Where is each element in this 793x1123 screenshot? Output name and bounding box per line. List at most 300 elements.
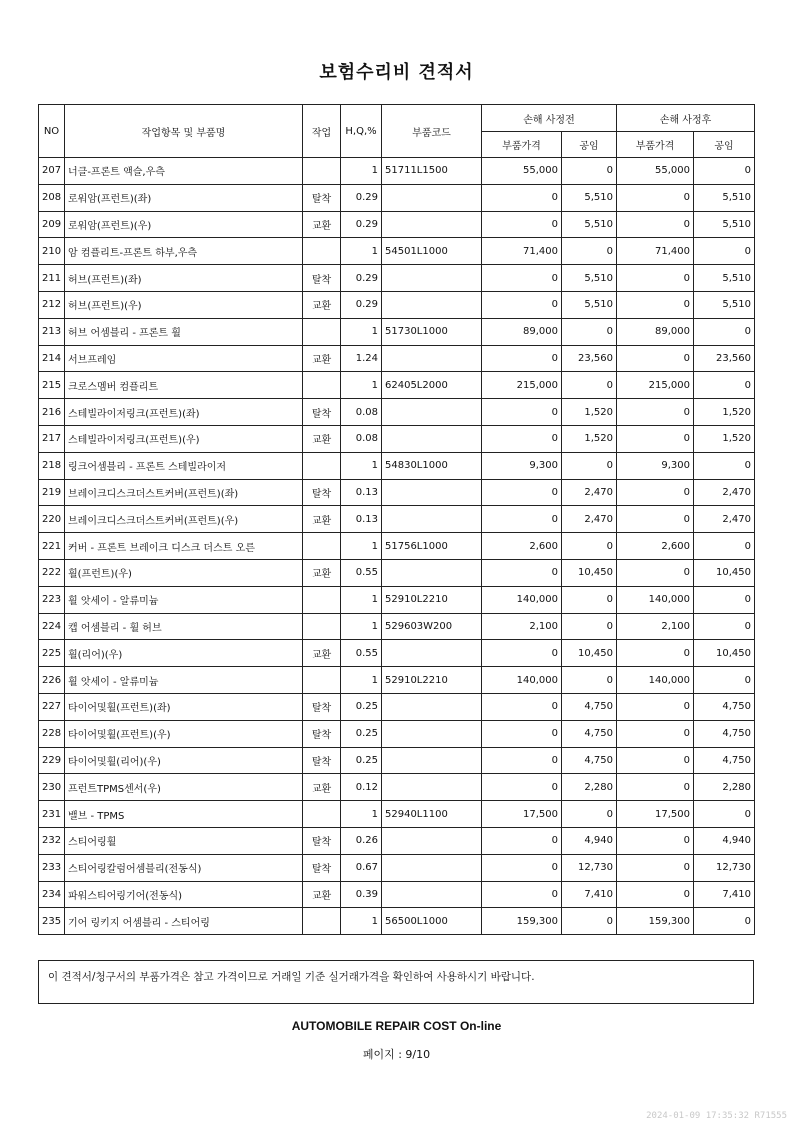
row-item-name: 타이어및휠(프런트)(좌) bbox=[65, 693, 303, 720]
row-before-part-price: 0 bbox=[482, 425, 562, 452]
table-row bbox=[39, 827, 755, 854]
row-after-part-price: 0 bbox=[617, 747, 694, 774]
row-before-labor: 1,520 bbox=[562, 425, 617, 452]
row-work bbox=[303, 372, 341, 399]
row-item-name: 암 컴플리트-프론트 하부,우측 bbox=[65, 238, 303, 265]
row-after-part-price: 0 bbox=[617, 559, 694, 586]
row-before-labor: 2,280 bbox=[562, 774, 617, 801]
row-before-labor: 4,940 bbox=[562, 827, 617, 854]
row-after-part-price: 0 bbox=[617, 506, 694, 533]
row-before-part-price: 0 bbox=[482, 559, 562, 586]
row-work: 탈착 bbox=[303, 479, 341, 506]
row-no: 234 bbox=[39, 881, 65, 908]
row-hq: 0.29 bbox=[341, 184, 382, 211]
row-work: 탈착 bbox=[303, 747, 341, 774]
table-row bbox=[39, 506, 755, 533]
row-work: 교환 bbox=[303, 425, 341, 452]
row-hq: 1 bbox=[341, 613, 382, 640]
row-hq: 0.08 bbox=[341, 425, 382, 452]
row-after-labor: 5,510 bbox=[694, 265, 755, 292]
row-after-labor: 0 bbox=[694, 238, 755, 265]
row-no: 228 bbox=[39, 720, 65, 747]
row-before-part-price: 2,600 bbox=[482, 533, 562, 560]
row-after-labor: 10,450 bbox=[694, 640, 755, 667]
row-work bbox=[303, 158, 341, 185]
row-work: 탈착 bbox=[303, 854, 341, 881]
row-before-labor: 4,750 bbox=[562, 693, 617, 720]
row-item-name: 캡 어셈블리 - 휠 허브 bbox=[65, 613, 303, 640]
row-before-part-price: 0 bbox=[482, 506, 562, 533]
row-before-labor: 2,470 bbox=[562, 506, 617, 533]
row-item-name: 휠(리어)(우) bbox=[65, 640, 303, 667]
row-item-name: 로워암(프런트)(좌) bbox=[65, 184, 303, 211]
row-before-part-price: 71,400 bbox=[482, 238, 562, 265]
row-no: 233 bbox=[39, 854, 65, 881]
header-item: 작업항목 및 부품명 bbox=[65, 105, 303, 158]
row-no: 213 bbox=[39, 318, 65, 345]
row-before-labor: 0 bbox=[562, 318, 617, 345]
table-row bbox=[39, 774, 755, 801]
row-before-part-price: 0 bbox=[482, 211, 562, 238]
row-after-part-price: 0 bbox=[617, 345, 694, 372]
row-after-part-price: 55,000 bbox=[617, 158, 694, 185]
row-part-code: 54501L1000 bbox=[382, 238, 482, 265]
row-part-code bbox=[382, 265, 482, 292]
row-after-part-price: 2,600 bbox=[617, 533, 694, 560]
row-after-labor: 12,730 bbox=[694, 854, 755, 881]
row-after-part-price: 215,000 bbox=[617, 372, 694, 399]
row-before-part-price: 0 bbox=[482, 747, 562, 774]
table-row bbox=[39, 747, 755, 774]
row-work: 탈착 bbox=[303, 265, 341, 292]
row-hq: 1 bbox=[341, 667, 382, 694]
row-item-name: 스테빌라이저링크(프런트)(우) bbox=[65, 425, 303, 452]
row-work bbox=[303, 318, 341, 345]
row-before-part-price: 0 bbox=[482, 693, 562, 720]
row-hq: 1 bbox=[341, 533, 382, 560]
row-no: 230 bbox=[39, 774, 65, 801]
table-row bbox=[39, 425, 755, 452]
row-no: 231 bbox=[39, 801, 65, 828]
row-item-name: 기어 링키지 어셈블리 - 스티어링 bbox=[65, 908, 303, 935]
row-work bbox=[303, 667, 341, 694]
row-item-name: 허브 어셈블리 - 프론트 휠 bbox=[65, 318, 303, 345]
table-row bbox=[39, 559, 755, 586]
row-before-labor: 0 bbox=[562, 533, 617, 560]
row-item-name: 프런트TPMS센서(우) bbox=[65, 774, 303, 801]
row-part-code bbox=[382, 640, 482, 667]
table-row bbox=[39, 399, 755, 426]
row-no: 209 bbox=[39, 211, 65, 238]
row-hq: 0.26 bbox=[341, 827, 382, 854]
row-after-part-price: 140,000 bbox=[617, 586, 694, 613]
row-after-part-price: 0 bbox=[617, 720, 694, 747]
row-part-code bbox=[382, 559, 482, 586]
row-hq: 1 bbox=[341, 586, 382, 613]
row-hq: 1.24 bbox=[341, 345, 382, 372]
row-before-part-price: 17,500 bbox=[482, 801, 562, 828]
row-after-labor: 4,750 bbox=[694, 693, 755, 720]
row-after-part-price: 0 bbox=[617, 399, 694, 426]
row-after-labor: 2,470 bbox=[694, 506, 755, 533]
row-hq: 1 bbox=[341, 238, 382, 265]
table-row bbox=[39, 854, 755, 881]
table-row bbox=[39, 640, 755, 667]
row-before-labor: 0 bbox=[562, 586, 617, 613]
row-item-name: 브레이크디스크더스트커버(프런트)(좌) bbox=[65, 479, 303, 506]
row-work bbox=[303, 452, 341, 479]
row-item-name: 링크어셈블리 - 프론트 스테빌라이저 bbox=[65, 452, 303, 479]
row-work: 교환 bbox=[303, 506, 341, 533]
row-part-code bbox=[382, 399, 482, 426]
row-after-part-price: 0 bbox=[617, 774, 694, 801]
row-before-labor: 1,520 bbox=[562, 399, 617, 426]
row-no: 235 bbox=[39, 908, 65, 935]
header-code: 부품코드 bbox=[382, 105, 482, 158]
row-before-labor: 0 bbox=[562, 452, 617, 479]
page-number: 페이지 : 9/10 bbox=[362, 1048, 431, 1061]
row-hq: 0.39 bbox=[341, 881, 382, 908]
row-no: 212 bbox=[39, 291, 65, 318]
row-no: 208 bbox=[39, 184, 65, 211]
row-after-part-price: 89,000 bbox=[617, 318, 694, 345]
row-hq: 0.55 bbox=[341, 559, 382, 586]
table-row bbox=[39, 372, 755, 399]
row-after-part-price: 0 bbox=[617, 291, 694, 318]
row-item-name: 너클-프론트 액슬,우측 bbox=[65, 158, 303, 185]
row-hq: 1 bbox=[341, 452, 382, 479]
row-hq: 0.29 bbox=[341, 211, 382, 238]
row-part-code: 62405L2000 bbox=[382, 372, 482, 399]
header-before-labor: 공임 bbox=[562, 132, 617, 158]
row-before-labor: 0 bbox=[562, 613, 617, 640]
row-no: 223 bbox=[39, 586, 65, 613]
row-before-labor: 0 bbox=[562, 908, 617, 935]
row-after-part-price: 0 bbox=[617, 640, 694, 667]
row-before-labor: 2,470 bbox=[562, 479, 617, 506]
row-after-part-price: 71,400 bbox=[617, 238, 694, 265]
row-after-labor: 0 bbox=[694, 158, 755, 185]
row-work bbox=[303, 613, 341, 640]
row-after-labor: 0 bbox=[694, 452, 755, 479]
row-after-labor: 0 bbox=[694, 586, 755, 613]
table-row bbox=[39, 345, 755, 372]
row-part-code: 54830L1000 bbox=[382, 452, 482, 479]
row-after-labor: 0 bbox=[694, 533, 755, 560]
row-part-code bbox=[382, 747, 482, 774]
row-no: 222 bbox=[39, 559, 65, 586]
table-row bbox=[39, 693, 755, 720]
table-row bbox=[39, 720, 755, 747]
table-row bbox=[39, 291, 755, 318]
row-before-labor: 0 bbox=[562, 667, 617, 694]
row-work: 탈착 bbox=[303, 399, 341, 426]
row-part-code bbox=[382, 854, 482, 881]
row-work bbox=[303, 908, 341, 935]
row-before-labor: 0 bbox=[562, 801, 617, 828]
row-no: 220 bbox=[39, 506, 65, 533]
row-hq: 0.13 bbox=[341, 479, 382, 506]
row-work: 탈착 bbox=[303, 184, 341, 211]
row-part-code: 529603W200 bbox=[382, 613, 482, 640]
row-before-part-price: 140,000 bbox=[482, 667, 562, 694]
row-no: 207 bbox=[39, 158, 65, 185]
table-row bbox=[39, 238, 755, 265]
row-after-part-price: 140,000 bbox=[617, 667, 694, 694]
row-part-code bbox=[382, 345, 482, 372]
print-timestamp: 2024-01-09 17:35:32 R71555 bbox=[646, 1111, 787, 1121]
row-no: 215 bbox=[39, 372, 65, 399]
row-part-code bbox=[382, 291, 482, 318]
row-item-name: 휠 앗세이 - 알류미늄 bbox=[65, 667, 303, 694]
row-before-part-price: 0 bbox=[482, 640, 562, 667]
row-work bbox=[303, 801, 341, 828]
row-item-name: 휠 앗세이 - 알류미늄 bbox=[65, 586, 303, 613]
row-part-code: 52940L1100 bbox=[382, 801, 482, 828]
row-item-name: 크로스멤버 컴플리트 bbox=[65, 372, 303, 399]
row-before-part-price: 0 bbox=[482, 827, 562, 854]
row-after-labor: 0 bbox=[694, 318, 755, 345]
row-no: 216 bbox=[39, 399, 65, 426]
row-before-part-price: 0 bbox=[482, 881, 562, 908]
row-after-labor: 4,750 bbox=[694, 747, 755, 774]
row-before-labor: 5,510 bbox=[562, 265, 617, 292]
row-work: 교환 bbox=[303, 559, 341, 586]
row-after-labor: 0 bbox=[694, 372, 755, 399]
row-before-labor: 5,510 bbox=[562, 184, 617, 211]
row-no: 224 bbox=[39, 613, 65, 640]
row-part-code: 51756L1000 bbox=[382, 533, 482, 560]
table-row bbox=[39, 533, 755, 560]
row-work bbox=[303, 238, 341, 265]
row-item-name: 허브(프런트)(좌) bbox=[65, 265, 303, 292]
row-before-part-price: 0 bbox=[482, 479, 562, 506]
row-hq: 0.13 bbox=[341, 506, 382, 533]
row-after-labor: 7,410 bbox=[694, 881, 755, 908]
table-row bbox=[39, 158, 755, 185]
row-work: 탈착 bbox=[303, 720, 341, 747]
row-after-part-price: 0 bbox=[617, 184, 694, 211]
header-before-part-price: 부품가격 bbox=[482, 132, 562, 158]
row-before-part-price: 0 bbox=[482, 399, 562, 426]
row-part-code bbox=[382, 211, 482, 238]
row-no: 211 bbox=[39, 265, 65, 292]
row-after-part-price: 9,300 bbox=[617, 452, 694, 479]
row-before-part-price: 9,300 bbox=[482, 452, 562, 479]
row-hq: 0.08 bbox=[341, 399, 382, 426]
row-after-labor: 4,750 bbox=[694, 720, 755, 747]
row-work bbox=[303, 586, 341, 613]
row-after-part-price: 0 bbox=[617, 425, 694, 452]
row-item-name: 휠(프런트)(우) bbox=[65, 559, 303, 586]
row-no: 221 bbox=[39, 533, 65, 560]
table-row bbox=[39, 452, 755, 479]
row-after-labor: 0 bbox=[694, 801, 755, 828]
row-before-labor: 4,750 bbox=[562, 720, 617, 747]
row-before-labor: 7,410 bbox=[562, 881, 617, 908]
row-before-labor: 23,560 bbox=[562, 345, 617, 372]
header-after-labor: 공임 bbox=[694, 132, 755, 158]
row-item-name: 서브프레임 bbox=[65, 345, 303, 372]
row-after-labor: 0 bbox=[694, 908, 755, 935]
row-before-part-price: 0 bbox=[482, 720, 562, 747]
estimate-rows bbox=[39, 158, 755, 935]
row-after-labor: 0 bbox=[694, 667, 755, 694]
row-work: 교환 bbox=[303, 640, 341, 667]
row-part-code bbox=[382, 774, 482, 801]
row-before-part-price: 0 bbox=[482, 345, 562, 372]
row-after-part-price: 0 bbox=[617, 693, 694, 720]
footer-brand: AUTOMOBILE REPAIR COST On-line bbox=[291, 1019, 502, 1033]
row-after-labor: 0 bbox=[694, 613, 755, 640]
row-work: 탈착 bbox=[303, 693, 341, 720]
row-before-part-price: 0 bbox=[482, 184, 562, 211]
row-before-part-price: 0 bbox=[482, 854, 562, 881]
row-after-part-price: 0 bbox=[617, 881, 694, 908]
row-no: 226 bbox=[39, 667, 65, 694]
row-work: 교환 bbox=[303, 211, 341, 238]
row-item-name: 스티어링칼럼어셈블리(전동식) bbox=[65, 854, 303, 881]
row-after-part-price: 0 bbox=[617, 479, 694, 506]
row-work: 교환 bbox=[303, 881, 341, 908]
header-work: 작업 bbox=[303, 105, 341, 158]
row-before-labor: 10,450 bbox=[562, 640, 617, 667]
row-before-part-price: 2,100 bbox=[482, 613, 562, 640]
row-item-name: 타이어및휠(프런트)(우) bbox=[65, 720, 303, 747]
estimate-table bbox=[38, 104, 755, 935]
row-after-labor: 5,510 bbox=[694, 211, 755, 238]
row-after-labor: 1,520 bbox=[694, 425, 755, 452]
row-after-part-price: 17,500 bbox=[617, 801, 694, 828]
row-hq: 0.29 bbox=[341, 265, 382, 292]
row-after-labor: 1,520 bbox=[694, 399, 755, 426]
row-hq: 1 bbox=[341, 801, 382, 828]
row-after-labor: 5,510 bbox=[694, 184, 755, 211]
row-before-part-price: 215,000 bbox=[482, 372, 562, 399]
row-part-code: 51730L1000 bbox=[382, 318, 482, 345]
table-row bbox=[39, 479, 755, 506]
row-before-part-price: 159,300 bbox=[482, 908, 562, 935]
row-after-part-price: 0 bbox=[617, 827, 694, 854]
row-after-labor: 2,280 bbox=[694, 774, 755, 801]
row-item-name: 로워암(프런트)(우) bbox=[65, 211, 303, 238]
row-part-code bbox=[382, 184, 482, 211]
row-no: 232 bbox=[39, 827, 65, 854]
row-part-code: 56500L1000 bbox=[382, 908, 482, 935]
row-part-code: 52910L2210 bbox=[382, 667, 482, 694]
row-hq: 0.55 bbox=[341, 640, 382, 667]
table-row bbox=[39, 667, 755, 694]
row-item-name: 허브(프런트)(우) bbox=[65, 291, 303, 318]
table-row bbox=[39, 613, 755, 640]
row-after-labor: 2,470 bbox=[694, 479, 755, 506]
table-row bbox=[39, 265, 755, 292]
row-before-labor: 5,510 bbox=[562, 291, 617, 318]
row-part-code bbox=[382, 827, 482, 854]
table-row bbox=[39, 318, 755, 345]
row-part-code bbox=[382, 425, 482, 452]
row-before-part-price: 55,000 bbox=[482, 158, 562, 185]
table-row bbox=[39, 211, 755, 238]
row-hq: 1 bbox=[341, 372, 382, 399]
row-part-code bbox=[382, 506, 482, 533]
row-work: 교환 bbox=[303, 291, 341, 318]
row-before-labor: 0 bbox=[562, 372, 617, 399]
row-part-code bbox=[382, 479, 482, 506]
row-item-name: 스테빌라이저링크(프런트)(좌) bbox=[65, 399, 303, 426]
row-hq: 0.29 bbox=[341, 291, 382, 318]
header-after-part-price: 부품가격 bbox=[617, 132, 694, 158]
table-row bbox=[39, 184, 755, 211]
row-after-labor: 10,450 bbox=[694, 559, 755, 586]
row-item-name: 타이어및휠(리어)(우) bbox=[65, 747, 303, 774]
row-work: 교환 bbox=[303, 774, 341, 801]
row-item-name: 브레이크디스크더스트커버(프런트)(우) bbox=[65, 506, 303, 533]
table-row bbox=[39, 908, 755, 935]
row-before-labor: 0 bbox=[562, 158, 617, 185]
row-hq: 0.25 bbox=[341, 693, 382, 720]
row-hq: 0.12 bbox=[341, 774, 382, 801]
row-before-part-price: 0 bbox=[482, 265, 562, 292]
row-work: 교환 bbox=[303, 345, 341, 372]
document-title: 보험수리비 견적서 bbox=[319, 62, 474, 83]
row-before-part-price: 0 bbox=[482, 774, 562, 801]
row-no: 218 bbox=[39, 452, 65, 479]
row-part-code bbox=[382, 720, 482, 747]
row-after-labor: 5,510 bbox=[694, 291, 755, 318]
row-no: 225 bbox=[39, 640, 65, 667]
row-item-name: 커버 - 프론트 브레이크 디스크 더스트 오른 bbox=[65, 533, 303, 560]
header-after: 손해 사정후 bbox=[617, 105, 755, 132]
row-work: 탈착 bbox=[303, 827, 341, 854]
row-after-labor: 23,560 bbox=[694, 345, 755, 372]
row-before-labor: 10,450 bbox=[562, 559, 617, 586]
row-item-name: 스티어링휠 bbox=[65, 827, 303, 854]
row-hq: 0.25 bbox=[341, 720, 382, 747]
row-before-labor: 5,510 bbox=[562, 211, 617, 238]
row-hq: 0.67 bbox=[341, 854, 382, 881]
row-after-part-price: 2,100 bbox=[617, 613, 694, 640]
row-before-labor: 0 bbox=[562, 238, 617, 265]
row-before-labor: 4,750 bbox=[562, 747, 617, 774]
row-item-name: 파워스티어링기어(전동식) bbox=[65, 881, 303, 908]
table-row bbox=[39, 801, 755, 828]
row-no: 229 bbox=[39, 747, 65, 774]
row-no: 210 bbox=[39, 238, 65, 265]
row-no: 227 bbox=[39, 693, 65, 720]
row-before-part-price: 0 bbox=[482, 291, 562, 318]
row-hq: 1 bbox=[341, 318, 382, 345]
header-before: 손해 사정전 bbox=[482, 105, 617, 132]
row-after-part-price: 0 bbox=[617, 854, 694, 881]
row-hq: 1 bbox=[341, 908, 382, 935]
row-item-name: 밸브 - TPMS bbox=[65, 801, 303, 828]
row-part-code bbox=[382, 693, 482, 720]
row-no: 217 bbox=[39, 425, 65, 452]
row-part-code: 51711L1500 bbox=[382, 158, 482, 185]
notice-box: 이 견적서/청구서의 부품가격은 참고 가격이므로 거래일 기준 실거래가격을 확인하여 사용하시기 바랍니다. bbox=[38, 960, 754, 1004]
row-before-labor: 12,730 bbox=[562, 854, 617, 881]
header-no: NO bbox=[39, 105, 65, 158]
table-row bbox=[39, 881, 755, 908]
row-before-part-price: 140,000 bbox=[482, 586, 562, 613]
row-after-part-price: 159,300 bbox=[617, 908, 694, 935]
row-no: 219 bbox=[39, 479, 65, 506]
row-part-code bbox=[382, 881, 482, 908]
row-part-code: 52910L2210 bbox=[382, 586, 482, 613]
header-hq: H,Q,% bbox=[341, 105, 382, 158]
row-work bbox=[303, 533, 341, 560]
